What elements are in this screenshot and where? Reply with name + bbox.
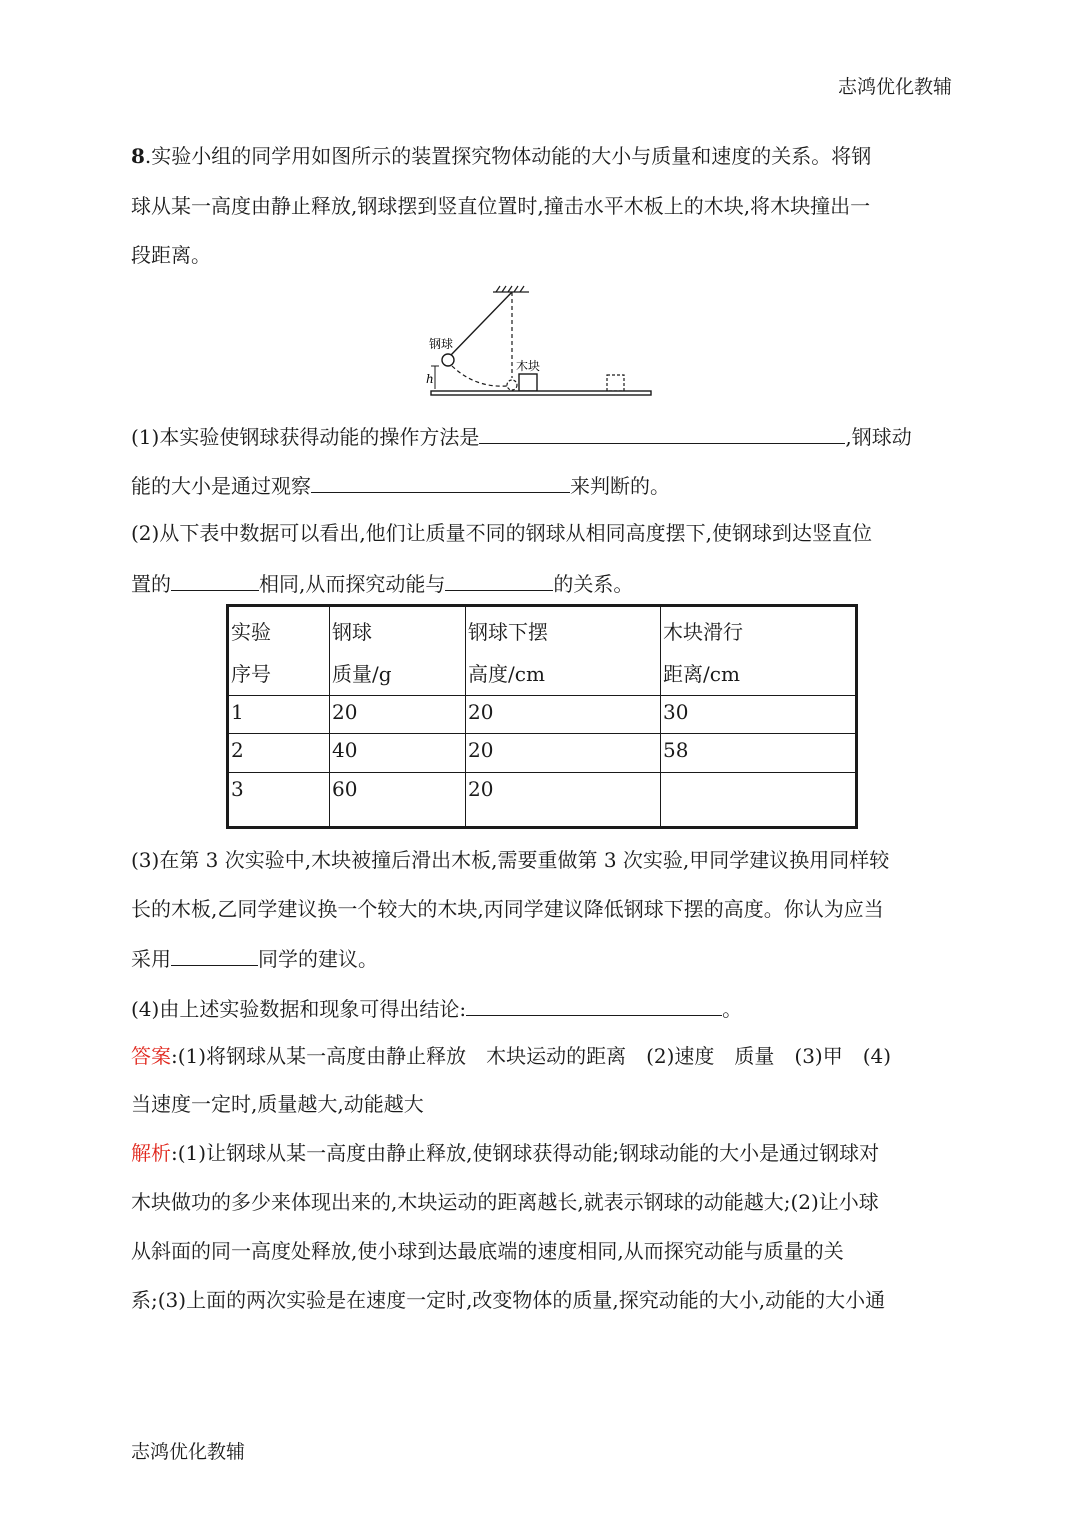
question-number: 8 <box>131 144 145 168</box>
answer-blank-1[interactable] <box>479 421 845 444</box>
part1-line-2 <box>131 470 670 500</box>
table-cell: 58 <box>661 734 857 773</box>
data-table <box>226 604 858 829</box>
header-cell-distance <box>661 606 857 696</box>
answer-text-1: :(1)将钢球从某一高度由静止释放 木块运动的距离 (2)速度 质量 (3)甲 (4) <box>171 1044 892 1068</box>
analysis-line-1 <box>131 1139 879 1167</box>
header-text: 质量/g <box>332 662 392 686</box>
ceiling-support <box>493 286 529 292</box>
pendulum-figure <box>425 282 655 400</box>
header-text: 木块滑行 <box>663 620 743 644</box>
wood-block-moved <box>607 375 624 391</box>
header-text: 钢球 <box>332 620 372 644</box>
footer-brand: 志鸿优化教辅 <box>131 1441 246 1463</box>
part2-text-b: 相同,从而探究动能与 <box>259 572 446 596</box>
part3-line-3 <box>131 943 378 973</box>
header-cell-height <box>466 606 661 696</box>
header-cell-mass <box>330 606 466 696</box>
part4-line-1 <box>131 993 742 1023</box>
analysis-line-4: 系;(3)上面的两次实验是在速度一定时,改变物体的质量,探究动能的大小,动能的大小通 <box>131 1288 886 1312</box>
analysis-line-3: 从斜面的同一高度处释放,使小球到达最底端的速度相同,从而探究动能与质量的关 <box>131 1239 844 1263</box>
question-line-2: 球从某一高度由静止释放,钢球摆到竖直位置时,撞击水平木板上的木块,将木块撞出一 <box>131 194 871 218</box>
answer-label: 答案 <box>131 1044 171 1068</box>
answer-blank-3[interactable] <box>171 568 259 591</box>
table-cell: 3 <box>228 773 330 828</box>
block-label: 木块 <box>516 359 541 373</box>
part1-line-1 <box>131 421 912 451</box>
table-cell: 20 <box>466 734 661 773</box>
table-row <box>228 696 857 734</box>
answer-blank-4[interactable] <box>445 568 553 591</box>
part3-text-a: 采用 <box>131 947 171 971</box>
part1-text-a: (1)本实验使钢球获得动能的操作方法是 <box>131 425 480 449</box>
table-row <box>228 773 857 828</box>
table-cell <box>661 773 857 828</box>
steel-ball <box>442 354 454 366</box>
table-cell: 30 <box>661 696 857 734</box>
analysis-text-1: :(1)让钢球从某一高度由静止释放,使钢球获得动能;钢球动能的大小是通过钢球对 <box>171 1141 880 1165</box>
swing-path <box>452 366 507 386</box>
header-text: 序号 <box>231 662 271 686</box>
part2-line-1: (2)从下表中数据可以看出,他们让质量不同的钢球从相同高度摆下,使钢球到达竖直位 <box>131 521 873 545</box>
analysis-label: 解析 <box>131 1141 171 1165</box>
table-header-row <box>228 606 857 696</box>
part3-text-b: 同学的建议。 <box>258 947 378 971</box>
answer-blank-6[interactable] <box>466 993 722 1016</box>
part3-line-1: (3)在第 3 次实验中,木块被撞后滑出木板,需要重做第 3 次实验,甲同学建议换用同样较 <box>131 848 890 872</box>
part1-text-b: ,钢球动 <box>845 425 912 449</box>
part2-line-2 <box>131 568 633 598</box>
part4-text-a: (4)由上述实验数据和现象可得出结论: <box>131 997 467 1021</box>
analysis-line-2: 木块做功的多少来体现出来的,木块运动的距离越长,就表示钢球的动能越大;(2)让小球 <box>131 1190 879 1214</box>
table-cell: 1 <box>228 696 330 734</box>
question-line-3: 段距离。 <box>131 243 211 267</box>
table-cell: 20 <box>330 696 466 734</box>
table-cell: 20 <box>466 696 661 734</box>
table-cell: 60 <box>330 773 466 828</box>
ball-label: 钢球 <box>429 337 454 351</box>
table-cell: 40 <box>330 734 466 773</box>
part1-text-c: 能的大小是通过观察 <box>131 474 311 498</box>
steel-ball-bottom <box>507 380 517 390</box>
height-label: h <box>426 372 434 386</box>
header-text: 高度/cm <box>468 662 545 686</box>
pendulum-string <box>450 292 512 356</box>
question-line-1 <box>131 142 871 170</box>
header-text: 距离/cm <box>663 662 740 686</box>
part1-text-d: 来判断的。 <box>570 474 670 498</box>
question-text-1: .实验小组的同学用如图所示的装置探究物体动能的大小与质量和速度的关系。将钢 <box>144 144 872 168</box>
part2-text-c: 的关系。 <box>553 572 634 596</box>
table-cell: 2 <box>228 734 330 773</box>
answer-line-2: 当速度一定时,质量越大,动能越大 <box>131 1092 424 1116</box>
answer-blank-5[interactable] <box>171 943 258 966</box>
wooden-board <box>431 391 651 395</box>
header-text: 实验 <box>231 620 271 644</box>
part3-line-2: 长的木板,乙同学建议换一个较大的木块,丙同学建议降低钢球下摆的高度。你认为应当 <box>131 897 884 921</box>
answer-line-1 <box>131 1042 891 1070</box>
table-cell: 20 <box>466 773 661 828</box>
part4-text-b: 。 <box>722 997 743 1021</box>
answer-blank-2[interactable] <box>311 470 570 493</box>
header-text: 钢球下摆 <box>468 620 548 644</box>
header-cell-trial <box>228 606 330 696</box>
header-brand: 志鸿优化教辅 <box>838 76 953 98</box>
part2-text-a: 置的 <box>131 572 171 596</box>
wood-block <box>519 374 537 391</box>
table-row <box>228 734 857 773</box>
